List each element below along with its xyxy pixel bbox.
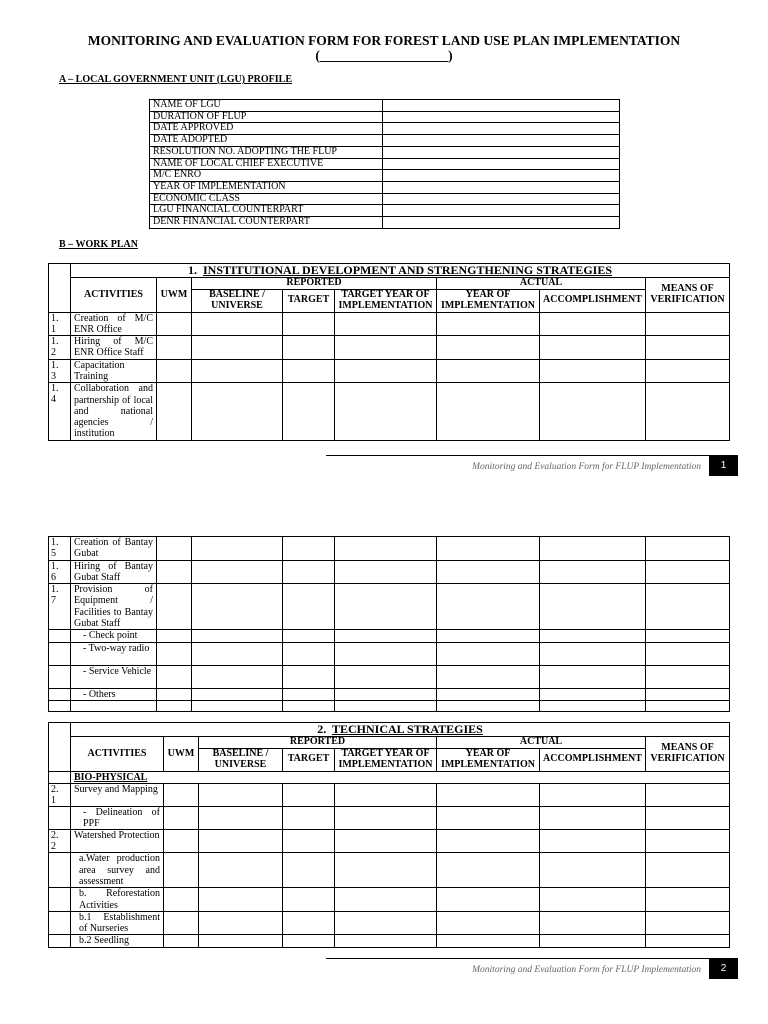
bio-physical-heading: BIO-PHYSICAL: [71, 771, 730, 783]
target-year-cell[interactable]: [335, 642, 437, 665]
header-actual: ACTUAL: [437, 278, 646, 290]
target-cell[interactable]: [283, 584, 335, 630]
profile-value-field[interactable]: [383, 135, 620, 147]
table-2-title: [71, 723, 730, 737]
profile-label: ECONOMIC CLASS: [150, 193, 383, 205]
profile-value-field[interactable]: [383, 123, 620, 135]
uwm-cell[interactable]: [157, 584, 192, 630]
means-of-verification-cell[interactable]: [646, 630, 730, 642]
row-number: 1. 2: [49, 336, 71, 360]
accomplishment-cell[interactable]: [540, 888, 646, 912]
target-year-cell[interactable]: [335, 665, 437, 688]
profile-row: [150, 146, 620, 158]
header-baseline: BASELINE / UNIVERSE: [192, 289, 283, 312]
uwm-cell[interactable]: [157, 700, 192, 711]
table-row: [49, 665, 730, 688]
uwm-cell[interactable]: [164, 935, 199, 947]
target-year-cell[interactable]: [335, 584, 437, 630]
activity-cell: b.2 Seedling: [71, 935, 164, 947]
table-row: [49, 336, 730, 360]
row-number: [49, 665, 71, 688]
target-cell[interactable]: [283, 935, 335, 947]
year-of-implementation-cell[interactable]: [437, 806, 540, 830]
year-of-implementation-cell[interactable]: [437, 642, 540, 665]
table-row: [49, 642, 730, 665]
accomplishment-cell[interactable]: [540, 336, 646, 360]
table-row: [49, 806, 730, 830]
profile-label: DENR FINANCIAL COUNTERPART: [150, 217, 383, 229]
means-of-verification-cell[interactable]: [646, 312, 730, 336]
profile-value-field[interactable]: [383, 193, 620, 205]
profile-label: DATE APPROVED: [150, 123, 383, 135]
row-number: [49, 688, 71, 700]
target-cell[interactable]: [283, 359, 335, 383]
activity-cell: Creation of M/C ENR Office: [71, 312, 157, 336]
baseline-cell[interactable]: [199, 830, 283, 853]
table-row: [49, 830, 730, 853]
header-baseline: BASELINE / UNIVERSE: [199, 748, 283, 771]
profile-label: RESOLUTION NO. ADOPTING THE FLUP: [150, 146, 383, 158]
means-of-verification-cell[interactable]: [646, 665, 730, 688]
activity-cell: Provision of Equipment / Facilities to Bantay Gubat Staff: [71, 584, 157, 630]
means-of-verification-cell[interactable]: [646, 537, 730, 561]
target-year-cell[interactable]: [335, 688, 437, 700]
profile-label: LGU FINANCIAL COUNTERPART: [150, 205, 383, 217]
target-cell[interactable]: [283, 783, 335, 806]
header-target-year: TARGET YEAR OF IMPLEMENTATION: [335, 289, 437, 312]
profile-row: [150, 193, 620, 205]
uwm-cell[interactable]: [157, 642, 192, 665]
target-year-cell[interactable]: [335, 630, 437, 642]
target-cell[interactable]: [283, 806, 335, 830]
section-b-heading: B – WORK PLAN: [59, 239, 138, 250]
profile-label: NAME OF LOCAL CHIEF EXECUTIVE: [150, 158, 383, 170]
target-cell[interactable]: [283, 700, 335, 711]
means-of-verification-cell[interactable]: [646, 383, 730, 440]
baseline-cell[interactable]: [199, 888, 283, 912]
table-row: [49, 630, 730, 642]
accomplishment-cell[interactable]: [540, 830, 646, 853]
uwm-cell[interactable]: [157, 630, 192, 642]
row-number: [49, 911, 71, 935]
table-row: [49, 537, 730, 561]
target-cell[interactable]: [283, 312, 335, 336]
footer-rule-2: [326, 958, 738, 959]
means-of-verification-cell[interactable]: [646, 830, 730, 853]
baseline-cell[interactable]: [199, 806, 283, 830]
accomplishment-cell[interactable]: [540, 584, 646, 630]
row-number: 1. 4: [49, 383, 71, 440]
header-activities: ACTIVITIES: [71, 278, 157, 313]
activity-cell: b. Reforestation Activities: [71, 888, 164, 912]
page-number-1: 1: [709, 456, 738, 476]
profile-row: [150, 158, 620, 170]
year-of-implementation-cell[interactable]: [437, 853, 540, 888]
means-of-verification-cell[interactable]: [646, 853, 730, 888]
row-number: [49, 700, 71, 711]
table-row: [49, 888, 730, 912]
accomplishment-cell[interactable]: [540, 853, 646, 888]
table-1-title-text: INSTITUTIONAL DEVELOPMENT AND STRENGTHENING STRATEGIES: [203, 263, 612, 277]
activity-cell: Capacitation Training: [71, 359, 157, 383]
table-2-title-text: TECHNICAL STRATEGIES: [331, 722, 483, 736]
uwm-cell[interactable]: [164, 888, 199, 912]
corner-cell: [49, 723, 71, 772]
activity-cell: - Service Vehicle: [71, 665, 157, 688]
activity-cell: a.Water production area survey and assessment: [71, 853, 164, 888]
accomplishment-cell[interactable]: [540, 700, 646, 711]
activity-cell: Watershed Protection: [71, 830, 164, 853]
baseline-cell[interactable]: [199, 935, 283, 947]
means-of-verification-cell[interactable]: [646, 935, 730, 947]
accomplishment-cell[interactable]: [540, 537, 646, 561]
row-number: 2. 1: [49, 783, 71, 806]
accomplishment-cell[interactable]: [540, 688, 646, 700]
target-year-cell[interactable]: [335, 537, 437, 561]
means-of-verification-cell[interactable]: [646, 806, 730, 830]
row-number: 2. 2: [49, 830, 71, 853]
uwm-cell[interactable]: [157, 383, 192, 440]
section-a-heading: A – LOCAL GOVERNMENT UNIT (LGU) PROFILE: [59, 74, 292, 85]
accomplishment-cell[interactable]: [540, 560, 646, 584]
baseline-cell[interactable]: [199, 911, 283, 935]
target-cell[interactable]: [283, 688, 335, 700]
header-year-of-implementation: YEAR OF IMPLEMENTATION: [437, 289, 540, 312]
means-of-verification-cell[interactable]: [646, 688, 730, 700]
target-cell[interactable]: [283, 537, 335, 561]
table-1-title-number: 1.: [188, 263, 197, 277]
corner-cell: [49, 264, 71, 313]
accomplishment-cell[interactable]: [540, 911, 646, 935]
page-number-2: 2: [709, 959, 738, 979]
year-of-implementation-cell[interactable]: [437, 537, 540, 561]
year-of-implementation-cell[interactable]: [437, 336, 540, 360]
footer-text-1: Monitoring and Evaluation Form for FLUP Implementation: [472, 462, 701, 472]
lgu-profile-table: [149, 99, 620, 229]
target-year-cell[interactable]: [335, 700, 437, 711]
profile-value-field[interactable]: [383, 181, 620, 193]
target-cell[interactable]: [283, 830, 335, 853]
target-cell[interactable]: [283, 911, 335, 935]
table-row: [49, 911, 730, 935]
row-number: 1. 1: [49, 312, 71, 336]
row-number: 1. 5: [49, 537, 71, 561]
target-cell[interactable]: [283, 642, 335, 665]
accomplishment-cell[interactable]: [540, 312, 646, 336]
uwm-cell[interactable]: [157, 688, 192, 700]
header-means-of-verification: MEANS OF VERIFICATION: [646, 278, 730, 313]
header-year-of-implementation: YEAR OF IMPLEMENTATION: [437, 748, 540, 771]
work-plan-table-1-continued: [48, 536, 730, 712]
target-year-cell[interactable]: [335, 911, 437, 935]
target-year-cell[interactable]: [335, 359, 437, 383]
accomplishment-cell[interactable]: [540, 642, 646, 665]
year-of-implementation-cell[interactable]: [437, 830, 540, 853]
table-1-title: [71, 264, 730, 278]
activity-cell: b.1 Establishment of Nurseries: [71, 911, 164, 935]
target-year-cell[interactable]: [335, 935, 437, 947]
bio-num-cell: [49, 771, 71, 783]
target-year-cell[interactable]: [335, 560, 437, 584]
profile-value-field[interactable]: [383, 111, 620, 123]
table-row: [49, 935, 730, 947]
activity-cell: - Check point: [71, 630, 157, 642]
profile-row: [150, 170, 620, 182]
target-cell[interactable]: [283, 383, 335, 440]
profile-row: [150, 205, 620, 217]
target-cell[interactable]: [283, 665, 335, 688]
year-of-implementation-cell[interactable]: [437, 783, 540, 806]
baseline-cell[interactable]: [192, 537, 283, 561]
activity-cell: Collaboration and partnership of local and national agencies / institution: [71, 383, 157, 440]
table-row: [49, 688, 730, 700]
means-of-verification-cell[interactable]: [646, 642, 730, 665]
year-of-implementation-cell[interactable]: [437, 665, 540, 688]
target-year-cell[interactable]: [335, 853, 437, 888]
activity-cell: Hiring of Bantay Gubat Staff: [71, 560, 157, 584]
header-activities: ACTIVITIES: [71, 737, 164, 772]
header-reported: REPORTED: [192, 278, 437, 290]
profile-row: [150, 217, 620, 229]
header-means-of-verification: MEANS OF VERIFICATION: [646, 737, 730, 772]
year-of-implementation-cell[interactable]: [437, 383, 540, 440]
year-of-implementation-cell[interactable]: [437, 359, 540, 383]
table-row: [49, 700, 730, 711]
header-target: TARGET: [283, 289, 335, 312]
header-accomplishment: ACCOMPLISHMENT: [540, 289, 646, 312]
header-accomplishment: ACCOMPLISHMENT: [540, 748, 646, 771]
accomplishment-cell[interactable]: [540, 806, 646, 830]
activity-cell: - Delineation of PPF: [71, 806, 164, 830]
profile-value-field[interactable]: [383, 205, 620, 217]
means-of-verification-cell[interactable]: [646, 359, 730, 383]
activity-cell: Creation of Bantay Gubat: [71, 537, 157, 561]
accomplishment-cell[interactable]: [540, 630, 646, 642]
means-of-verification-cell[interactable]: [646, 911, 730, 935]
header-uwm: UWM: [164, 737, 199, 772]
year-of-implementation-cell[interactable]: [437, 911, 540, 935]
means-of-verification-cell[interactable]: [646, 560, 730, 584]
uwm-cell[interactable]: [157, 537, 192, 561]
target-year-cell[interactable]: [335, 312, 437, 336]
profile-value-field[interactable]: [383, 146, 620, 158]
accomplishment-cell[interactable]: [540, 665, 646, 688]
profile-label: DATE ADOPTED: [150, 135, 383, 147]
table-row: [49, 584, 730, 630]
table-row: [49, 383, 730, 440]
row-number: [49, 853, 71, 888]
header-actual: ACTUAL: [437, 737, 646, 749]
profile-value-field[interactable]: [383, 158, 620, 170]
header-target-year: TARGET YEAR OF IMPLEMENTATION: [335, 748, 437, 771]
profile-row: [150, 100, 620, 112]
baseline-cell[interactable]: [192, 688, 283, 700]
baseline-cell[interactable]: [192, 359, 283, 383]
target-year-cell[interactable]: [335, 383, 437, 440]
activity-cell: [71, 700, 157, 711]
target-year-cell[interactable]: [335, 336, 437, 360]
table-row: [49, 359, 730, 383]
table-row: [49, 853, 730, 888]
uwm-cell[interactable]: [164, 783, 199, 806]
year-of-implementation-cell[interactable]: [437, 560, 540, 584]
uwm-cell[interactable]: [157, 359, 192, 383]
baseline-cell[interactable]: [199, 783, 283, 806]
target-cell[interactable]: [283, 336, 335, 360]
year-of-implementation-cell[interactable]: [437, 312, 540, 336]
footer-text-2: Monitoring and Evaluation Form for FLUP Implementation: [472, 965, 701, 975]
uwm-cell[interactable]: [164, 911, 199, 935]
target-cell[interactable]: [283, 853, 335, 888]
baseline-cell[interactable]: [199, 853, 283, 888]
row-number: [49, 935, 71, 947]
table-row: [49, 783, 730, 806]
profile-label: YEAR OF IMPLEMENTATION: [150, 181, 383, 193]
baseline-cell[interactable]: [192, 584, 283, 630]
uwm-cell[interactable]: [164, 830, 199, 853]
baseline-cell[interactable]: [192, 700, 283, 711]
accomplishment-cell[interactable]: [540, 783, 646, 806]
target-year-cell[interactable]: [335, 806, 437, 830]
row-number: [49, 806, 71, 830]
target-year-cell[interactable]: [335, 830, 437, 853]
uwm-cell[interactable]: [157, 336, 192, 360]
uwm-cell[interactable]: [164, 806, 199, 830]
activity-cell: Hiring of M/C ENR Office Staff: [71, 336, 157, 360]
form-title-blank: (___________________): [315, 48, 453, 63]
year-of-implementation-cell[interactable]: [437, 584, 540, 630]
table-row: [49, 312, 730, 336]
profile-label: M/C ENRO: [150, 170, 383, 182]
profile-value-field[interactable]: [383, 100, 620, 112]
uwm-cell[interactable]: [157, 665, 192, 688]
profile-value-field[interactable]: [383, 170, 620, 182]
target-cell[interactable]: [283, 630, 335, 642]
baseline-cell[interactable]: [192, 642, 283, 665]
baseline-cell[interactable]: [192, 630, 283, 642]
accomplishment-cell[interactable]: [540, 359, 646, 383]
baseline-cell[interactable]: [192, 383, 283, 440]
means-of-verification-cell[interactable]: [646, 700, 730, 711]
row-number: [49, 630, 71, 642]
activity-cell: - Two-way radio: [71, 642, 157, 665]
row-number: [49, 888, 71, 912]
year-of-implementation-cell[interactable]: [437, 935, 540, 947]
work-plan-table-2: [48, 722, 730, 948]
profile-row: [150, 181, 620, 193]
work-plan-table-1: [48, 263, 730, 441]
target-cell[interactable]: [283, 560, 335, 584]
form-title: MONITORING AND EVALUATION FORM FOR FOREST LAND USE PLAN IMPLEMENTATION: [87, 33, 681, 48]
table-2-title-number: 2.: [317, 722, 327, 736]
row-number: 1. 6: [49, 560, 71, 584]
profile-value-field[interactable]: [383, 217, 620, 229]
uwm-cell[interactable]: [157, 312, 192, 336]
header-uwm: UWM: [157, 278, 192, 313]
accomplishment-cell[interactable]: [540, 383, 646, 440]
baseline-cell[interactable]: [192, 336, 283, 360]
baseline-cell[interactable]: [192, 560, 283, 584]
year-of-implementation-cell[interactable]: [437, 688, 540, 700]
profile-row: [150, 111, 620, 123]
activity-cell: Survey and Mapping: [71, 783, 164, 806]
uwm-cell[interactable]: [164, 853, 199, 888]
target-year-cell[interactable]: [335, 783, 437, 806]
baseline-cell[interactable]: [192, 312, 283, 336]
profile-label: DURATION OF FLUP: [150, 111, 383, 123]
baseline-cell[interactable]: [192, 665, 283, 688]
year-of-implementation-cell[interactable]: [437, 700, 540, 711]
footer-rule-1: [326, 455, 738, 456]
row-number: 1. 3: [49, 359, 71, 383]
year-of-implementation-cell[interactable]: [437, 888, 540, 912]
target-cell[interactable]: [283, 888, 335, 912]
means-of-verification-cell[interactable]: [646, 584, 730, 630]
activity-cell: - Others: [71, 688, 157, 700]
header-target: TARGET: [283, 748, 335, 771]
profile-label: NAME OF LGU: [150, 100, 383, 112]
target-year-cell[interactable]: [335, 888, 437, 912]
header-reported: REPORTED: [199, 737, 437, 749]
year-of-implementation-cell[interactable]: [437, 630, 540, 642]
row-number: 1. 7: [49, 584, 71, 630]
accomplishment-cell[interactable]: [540, 935, 646, 947]
uwm-cell[interactable]: [157, 560, 192, 584]
means-of-verification-cell[interactable]: [646, 888, 730, 912]
means-of-verification-cell[interactable]: [646, 783, 730, 806]
row-number: [49, 642, 71, 665]
profile-row: [150, 135, 620, 147]
table-row: [49, 560, 730, 584]
means-of-verification-cell[interactable]: [646, 336, 730, 360]
profile-row: [150, 123, 620, 135]
